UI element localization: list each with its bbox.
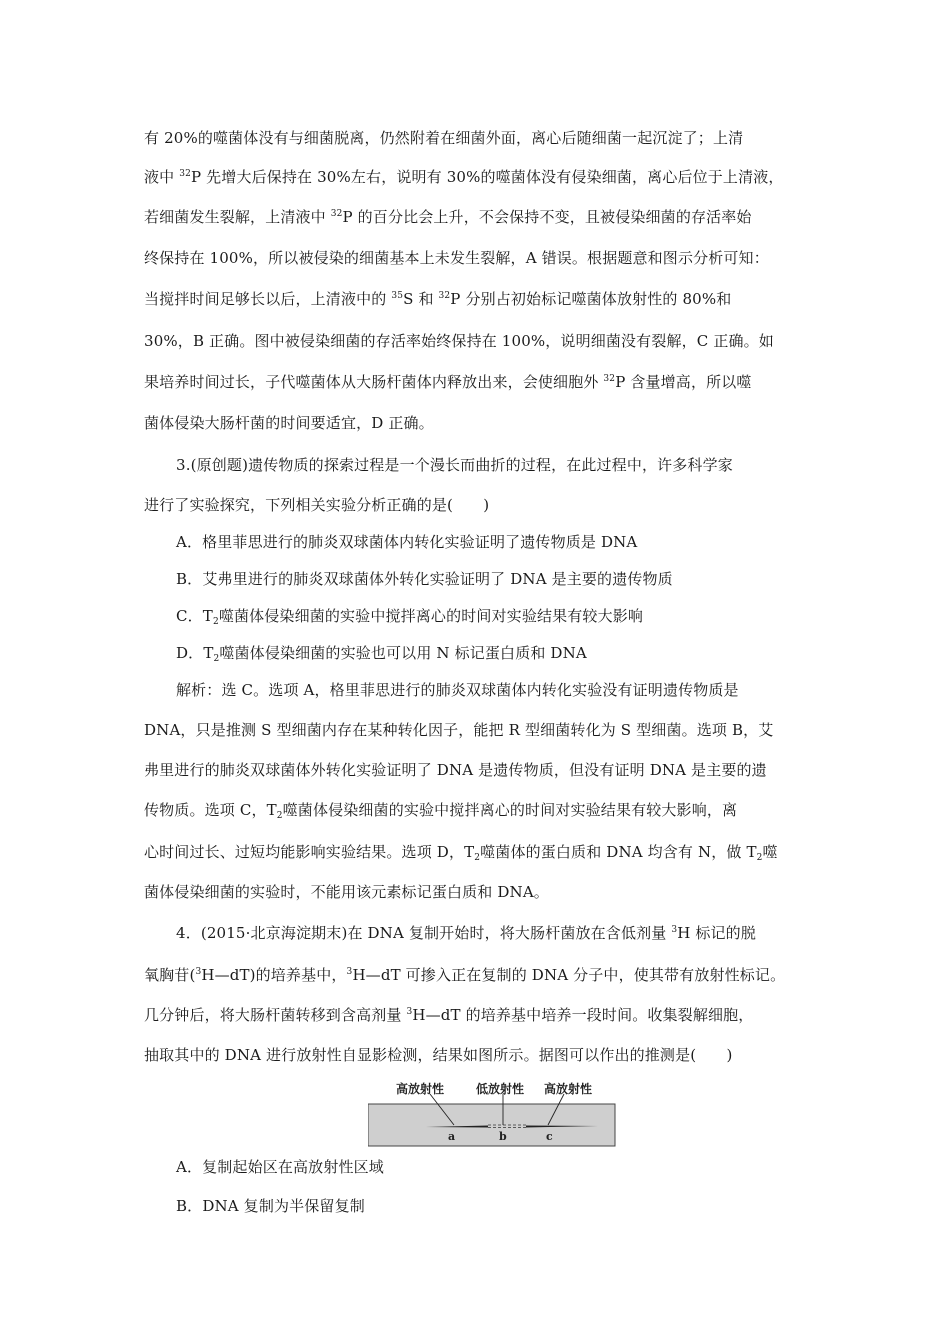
letter-c: c <box>546 1130 553 1143</box>
film-background <box>368 1104 615 1146</box>
answer-text: 传物质。选项 C，$T_2$噬菌体侵染细菌的实验中搅拌离心的时间对实验结果有较大影响，离 <box>144 801 738 821</box>
label-high-right: 高放射性 <box>544 1082 593 1096</box>
question-4-stem: 4．(2015·北京海淀期末)在 DNA 复制开始时，将大肠杆菌放在含低剂量 $^3$H 标记的脱 <box>176 924 756 942</box>
answer-text: 解析：选 C。选项 A，格里菲思进行的肺炎双球菌体内转化实验没有证明遗传物质是 <box>176 681 739 699</box>
text-line: 终保持在 100%，所以被侵染的细菌基本上未发生裂解，A 错误。根据题意和图示分析可知： <box>144 249 769 267</box>
option-d: D．$T_2$噬菌体侵染细菌的实验也可以用 N 标记蛋白质和 DNA <box>176 644 587 664</box>
label-high-left: 高放射性 <box>396 1082 445 1096</box>
question-3-stem: 进行了实验探究，下列相关实验分析正确的是( ) <box>144 496 490 514</box>
letter-b: b <box>499 1130 507 1143</box>
text-line: 30%，B 正确。图中被侵染细菌的存活率始终保持在 100%，说明细菌没有裂解，C 正确。如 <box>144 332 774 350</box>
option-b: B．DNA 复制为半保留复制 <box>176 1197 365 1215</box>
label-low-mid: 低放射性 <box>476 1082 525 1096</box>
text-line: 菌体侵染大肠杆菌的时间要适宜，D 正确。 <box>144 414 434 432</box>
text-line: 果培养时间过长，子代噬菌体从大肠杆菌体内释放出来，会使细胞外 $^{32}$P 含量增高，所以噬 <box>144 373 752 391</box>
answer-text: 菌体侵染细菌的实验时，不能用该元素标记蛋白质和 DNA。 <box>144 883 549 901</box>
text-line: 液中 $^{32}$P 先增大后保持在 30%左右，说明有 30%的噬菌体没有侵染细菌，离心后位于上清液， <box>144 168 784 186</box>
autoradiograph-figure <box>368 1080 618 1150</box>
option-a: A．格里菲思进行的肺炎双球菌体内转化实验证明了遗传物质是 DNA <box>176 533 638 551</box>
answer-text: DNA，只是推测 S 型细菌内存在某种转化因子，能把 R 型细菌转化为 S 型细菌。选项 B，艾 <box>144 721 774 739</box>
option-a: A．复制起始区在高放射性区域 <box>176 1158 384 1176</box>
question-4-stem: 氧胸苷($^3$H—dT)的培养基中，$^3$H—dT 可掺入正在复制的 DNA 分子中，使其带有放射性标记。 <box>144 966 786 984</box>
text-line: 若细菌发生裂解，上清液中 $^{32}$P 的百分比会上升，不会保持不变，且被侵染细菌的存活率始 <box>144 208 752 226</box>
answer-text: 弗里进行的肺炎双球菌体外转化实验证明了 DNA 是遗传物质，但没有证明 DNA 是主要的遗 <box>144 761 767 779</box>
text-line: 当搅拌时间足够长以后，上清液中的 $^{35}$S 和 $^{32}$P 分别占初始标记噬菌体放射性的 80%和 <box>144 290 732 308</box>
answer-text: 心时间过长、过短均能影响实验结果。选项 D，$T_2$噬菌体的蛋白质和 DNA 均含有 N，做 $T_2$噬 <box>144 843 778 863</box>
option-b: B．艾弗里进行的肺炎双球菌体外转化实验证明了 DNA 是主要的遗传物质 <box>176 570 673 588</box>
letter-a: a <box>448 1130 456 1143</box>
question-4-stem: 几分钟后，将大肠杆菌转移到含高剂量 $^3$H—dT 的培养基中培养一段时间。收集裂解细胞， <box>144 1006 754 1024</box>
question-4-stem: 抽取其中的 DNA 进行放射性自显影检测，结果如图所示。据图可以作出的推测是( ) <box>144 1046 733 1064</box>
question-3-stem: 3.(原创题)遗传物质的探索过程是一个漫长而曲折的过程，在此过程中，许多科学家 <box>176 456 733 474</box>
option-c: C．$T_2$噬菌体侵染细菌的实验中搅拌离心的时间对实验结果有较大影响 <box>176 607 644 627</box>
text-line: 有 20%的噬菌体没有与细菌脱离，仍然附着在细菌外面，离心后随细菌一起沉淀了；上清 <box>144 129 744 147</box>
